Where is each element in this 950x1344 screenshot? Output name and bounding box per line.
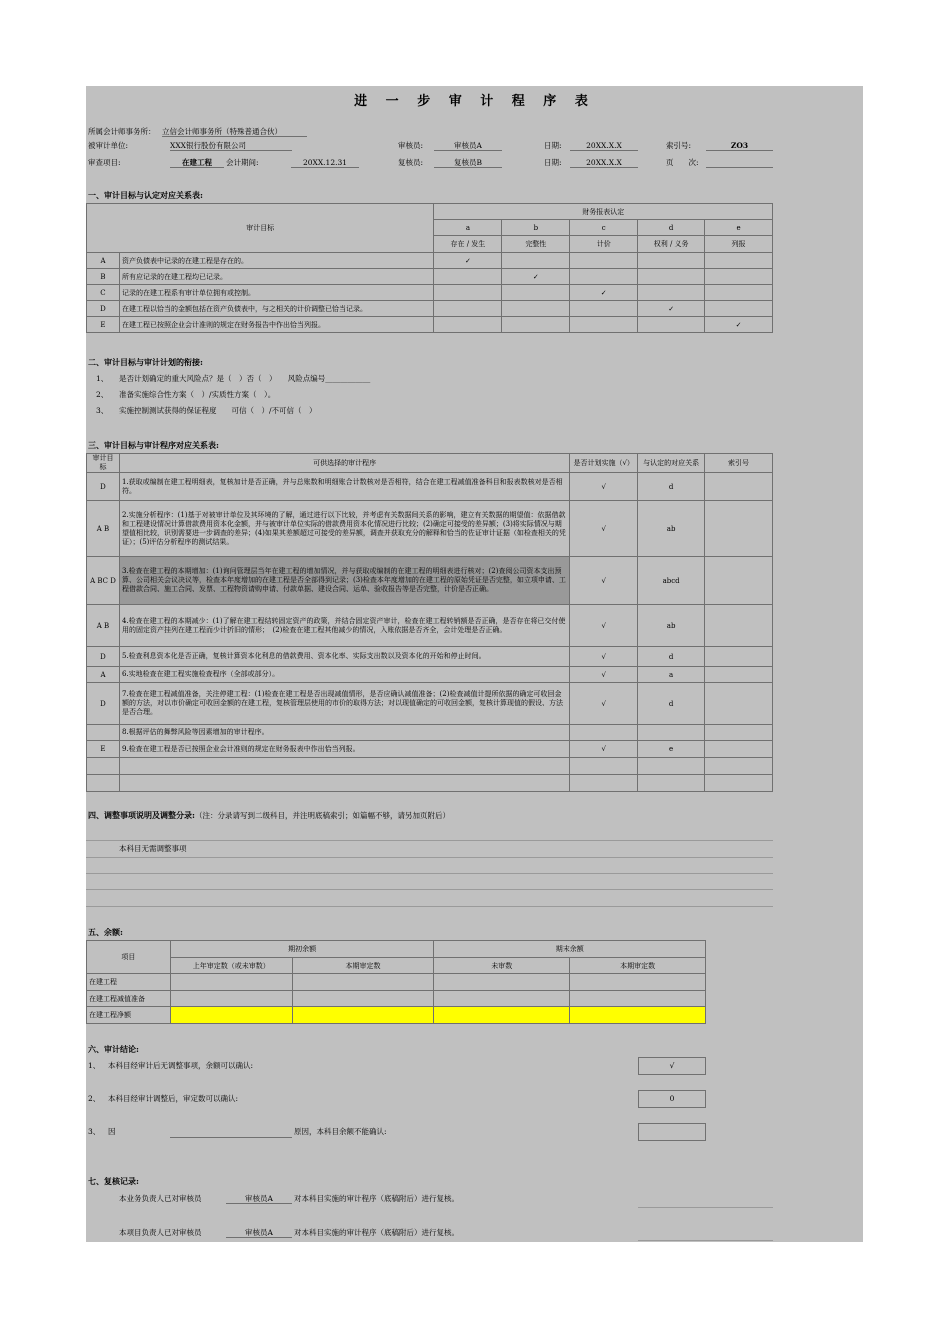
procedure-planned: √ — [570, 473, 638, 501]
date-label-1: 日期: — [544, 141, 562, 150]
section2-heading: 二、审计目标与审计计划的衔接: — [88, 357, 203, 367]
procedure-index — [705, 758, 773, 775]
empty-cell — [502, 285, 570, 301]
procedure-index — [705, 501, 773, 557]
procedure-row — [87, 741, 773, 758]
section5-heading: 五、余额: — [88, 927, 123, 937]
goal-text: 在建工程以恰当的金额包括在资产负债表中，与之相关的计价调整已恰当记录。 — [119, 301, 434, 317]
signature-line — [638, 1240, 773, 1241]
empty-cell — [434, 285, 502, 301]
empty-cell — [705, 269, 773, 285]
procedure-row — [87, 683, 773, 725]
page-value — [706, 158, 773, 168]
procedure-planned: √ — [570, 557, 638, 605]
page-title: 进 一 步 审 计 程 序 表 — [354, 94, 595, 109]
procedure-planned — [570, 775, 638, 792]
section7-heading: 七、复核记录: — [88, 1176, 139, 1186]
goal-text: 在建工程已按照企业会计准则的规定在财务报告中作出恰当列报。 — [119, 317, 434, 333]
procedure-index — [705, 683, 773, 725]
balance-row-label: 在建工程净额 — [87, 1007, 171, 1024]
balance-row-label: 在建工程减值准备 — [87, 991, 171, 1007]
procedure-text: 7.检查在建工程减值准备，关注停建工程：(1)检查在建工程是否出现减值情形，是否应确认减值准备；(2)检查减值计提所依据的确定可收回金额的方法，对以市价确定可收回金额的在建工程，复核管理层使用的市价的取得方法；对以现值确定的可收回金额，复核计算现值的假设、方法是否合理。 — [119, 683, 569, 725]
signature-line — [638, 1207, 773, 1208]
entity-value: XXX银行股份有限公司 — [170, 141, 292, 151]
date-label-2: 日期: — [544, 158, 562, 167]
empty-cell — [705, 301, 773, 317]
sub-header: 未审数 — [434, 958, 570, 974]
review-auditor-2: 审核员A — [226, 1228, 292, 1238]
empty-cell — [434, 301, 502, 317]
procedure-text: 4.检查在建工程的本期减少：(1)了解在建工程结转固定资产的政策，并结合固定资产审计，检查在建工程转销额是否正确，是否存在将已交付使用的固定资产挂列在建工程而少计折旧的情形； (2)检查在建工程其他减少的情况，入账依据是否齐全，会计处理是否正确。 — [119, 605, 569, 647]
balance-cell — [434, 1007, 570, 1024]
section4-title — [88, 810, 450, 820]
assert-letter: c — [570, 220, 638, 236]
procedure-row — [87, 725, 773, 741]
empty-cell — [434, 317, 502, 333]
procedure-goal: D — [87, 647, 120, 667]
goal-code: E — [87, 317, 120, 333]
adjust-line: 本科目无需调整事项 — [119, 844, 187, 853]
assert-name: 权利 / 义务 — [638, 236, 705, 253]
empty-cell — [434, 269, 502, 285]
assert-letter: b — [502, 220, 570, 236]
balance-cell — [170, 991, 292, 1007]
assert-letter: e — [705, 220, 773, 236]
col-opening: 期初余额 — [170, 941, 434, 958]
balance-cell — [292, 1007, 434, 1024]
goal-code: B — [87, 269, 120, 285]
firm-value: 立信会计师事务所（特殊普通合伙） — [162, 127, 307, 137]
assertion-row — [87, 253, 773, 269]
assertion-table — [86, 203, 773, 333]
procedure-goal — [87, 775, 120, 792]
sub-header: 上年审定数（或未审数） — [170, 958, 292, 974]
reason-blank — [170, 1127, 292, 1138]
procedure-planned — [570, 758, 638, 775]
item-value: 在建工程 — [170, 158, 224, 168]
s2-line: 准备实施综合性方案（ ）/实质性方案（ ）。 — [119, 390, 276, 399]
conclusion-line-3b: 原因，本科目余额不能确认: — [294, 1127, 387, 1136]
divider — [86, 889, 773, 890]
procedure-text: 6.实地检查在建工程实施检查程序（全部或部分）。 — [119, 667, 569, 683]
procedure-relation: ab — [638, 605, 705, 647]
empty-cell — [570, 253, 638, 269]
balance-cell — [170, 974, 292, 991]
procedure-goal: E — [87, 741, 120, 758]
conclusion-line-1: 本科目经审计后无调整事项，余额可以确认: — [108, 1061, 254, 1070]
col-goal: 审计目标 — [87, 454, 120, 473]
empty-cell — [502, 317, 570, 333]
procedure-text: 2.实施分析程序：(1)基于对被审计单位及其环境的了解，通过进行以下比较，并考虑有关数据间关系的影响，建立有关数据的期望值：依据借款和工程建设情况计算借款费用资本化金额，并与被审计单位实际的借款费用资本化情况进行比较；(2)确定可接受的差异额；(3)将实际情况与期望值相比较，识别需要进一步调查的差异；(4)如果其差额超过可接受的差异额，调查并获取充分的解释和恰当的佐证审计证据（如检查相关的凭证）；(5)评估分析程序的测试结果。 — [119, 501, 569, 557]
procedure-relation — [638, 725, 705, 741]
procedure-table — [86, 453, 773, 792]
col-goal: 审计目标 — [87, 204, 434, 253]
reviewer-value: 复核员B — [434, 158, 502, 168]
assertion-row — [87, 301, 773, 317]
date-value-1: 20XX.X.X — [570, 141, 638, 151]
procedure-goal — [87, 725, 120, 741]
procedure-row — [87, 775, 773, 792]
col-assertion: 财务报表认定 — [434, 204, 773, 220]
auditor-value: 审核员A — [434, 141, 502, 151]
s2-line: 是否计划确定的重大风险点？是（ ）否（ ） 风险点编号____________ — [119, 374, 371, 383]
balance-cell — [434, 974, 570, 991]
procedure-planned: √ — [570, 501, 638, 557]
procedure-planned: √ — [570, 683, 638, 725]
goal-text: 记录的在建工程系有审计单位拥有或控制。 — [119, 285, 434, 301]
procedure-text: 8.根据评估的舞弊风险等因素增加的审计程序。 — [119, 725, 569, 741]
empty-cell — [570, 301, 638, 317]
s2-num: 3、 — [96, 406, 109, 415]
col-index: 索引号 — [705, 454, 773, 473]
col-item: 项目 — [87, 941, 171, 974]
procedure-index — [705, 667, 773, 683]
procedure-goal: A — [87, 667, 120, 683]
assert-letter: a — [434, 220, 502, 236]
s2-num: 2、 — [96, 390, 109, 399]
divider — [86, 906, 773, 907]
page-label: 页 次: — [666, 158, 699, 167]
item-label: 审查项目: — [88, 158, 121, 167]
procedure-text — [119, 758, 569, 775]
s2-line: 实施控制测试获得的保证程度 可信（ ）/不可信（ ） — [119, 406, 317, 415]
balance-cell — [170, 1007, 292, 1024]
assert-name: 完整性 — [502, 236, 570, 253]
s6-num: 3、 — [88, 1127, 101, 1136]
procedure-relation: abcd — [638, 557, 705, 605]
divider — [86, 840, 773, 841]
assert-letter: d — [638, 220, 705, 236]
procedure-index — [705, 557, 773, 605]
s6-num: 1、 — [88, 1061, 101, 1070]
audit-worksheet — [86, 86, 863, 1242]
goal-text: 资产负债表中记录的在建工程是存在的。 — [119, 253, 434, 269]
firm-label: 所属会计师事务所： — [88, 127, 156, 136]
review-line-1b: 对本科目实施的审计程序（底稿附后）进行复核。 — [294, 1194, 459, 1203]
procedure-text — [119, 775, 569, 792]
procedure-relation — [638, 758, 705, 775]
empty-cell — [638, 269, 705, 285]
empty-cell — [705, 253, 773, 269]
date-value-2: 20XX.X.X — [570, 158, 638, 168]
section6-heading: 六、审计结论: — [88, 1044, 139, 1054]
procedure-row — [87, 667, 773, 683]
review-line-2b: 对本科目实施的审计程序（底稿附后）进行复核。 — [294, 1228, 459, 1237]
assertion-row — [87, 317, 773, 333]
procedure-planned — [570, 725, 638, 741]
section4-heading: 四、调整事项说明及调整分录: — [88, 810, 195, 820]
procedure-planned: √ — [570, 647, 638, 667]
goal-code: C — [87, 285, 120, 301]
procedure-planned: √ — [570, 741, 638, 758]
goal-code: D — [87, 301, 120, 317]
assertion-row — [87, 285, 773, 301]
goal-code: A — [87, 253, 120, 269]
empty-cell — [570, 317, 638, 333]
balance-cell — [292, 974, 434, 991]
col-planned: 是否计划实施（√） — [570, 454, 638, 473]
col-procedure: 可供选择的审计程序 — [119, 454, 569, 473]
section4-note: （注：分录请写到二级科目，并注明底稿索引；如篇幅不够，请另加页附后） — [194, 811, 450, 820]
section3-heading: 三、审计目标与审计程序对应关系表: — [88, 440, 219, 450]
goal-text: 所有应记录的在建工程均已记录。 — [119, 269, 434, 285]
s2-num: 1、 — [96, 374, 109, 383]
divider — [86, 873, 773, 874]
col-closing: 期末余额 — [434, 941, 706, 958]
empty-cell — [638, 285, 705, 301]
empty-cell — [638, 317, 705, 333]
procedure-relation: d — [638, 473, 705, 501]
balance-cell — [292, 991, 434, 1007]
check-mark: ✓ — [570, 285, 638, 301]
procedure-relation: e — [638, 741, 705, 758]
sub-header: 本期审定数 — [570, 958, 706, 974]
procedure-row — [87, 758, 773, 775]
review-line-1a: 本业务负责人已对审核员 — [119, 1194, 202, 1203]
review-line-2a: 本项目负责人已对审核员 — [119, 1228, 202, 1237]
conclusion-box-1: √ — [638, 1057, 706, 1075]
procedure-relation — [638, 775, 705, 792]
procedure-index — [705, 741, 773, 758]
procedure-text: 1.获取或编制在建工程明细表，复核加计是否正确，并与总账数和明细账合计数核对是否相符，结合在建工程减值准备科目和报表数核对是否相符。 — [119, 473, 569, 501]
procedure-index — [705, 725, 773, 741]
section1-heading: 一、审计目标与认定对应关系表: — [88, 190, 203, 200]
empty-cell — [502, 253, 570, 269]
procedure-row — [87, 647, 773, 667]
procedure-text: 5.检查利息资本化是否正确，复核计算资本化利息的借款费用、资本化率、实际支出数以及资本化的开始和停止时间。 — [119, 647, 569, 667]
empty-cell — [502, 301, 570, 317]
empty-cell — [638, 253, 705, 269]
check-mark: ✓ — [705, 317, 773, 333]
empty-cell — [570, 269, 638, 285]
procedure-index — [705, 605, 773, 647]
procedure-goal: D — [87, 473, 120, 501]
reviewer-label: 复核员: — [398, 158, 424, 167]
entity-label: 被审计单位: — [88, 141, 129, 150]
period-label: 会计期间: — [226, 158, 259, 167]
col-relation: 与认定的对应关系 — [638, 454, 705, 473]
procedure-relation: d — [638, 683, 705, 725]
balance-row-label: 在建工程 — [87, 974, 171, 991]
procedure-index — [705, 775, 773, 792]
procedure-planned: √ — [570, 605, 638, 647]
balance-cell — [570, 991, 706, 1007]
procedure-index — [705, 647, 773, 667]
procedure-row — [87, 605, 773, 647]
procedure-goal — [87, 758, 120, 775]
balance-cell — [570, 1007, 706, 1024]
procedure-text: 3.检查在建工程的本期增加：(1)询问管理层当年在建工程的增加情况，并与获取或编制的在建工程的明细表进行核对；(2)查阅公司资本支出预算、公司相关会议决议等，检查本年度增加的在建工程是否全部得到记录；(3)检查本年度增加的在建工程的原始凭证是否完整，如立项申请、工程借款合同、施工合同、发票、工程物资请购申请、付款单据、建设合同、运单、验收报告等是否完整，计价是否正确。 — [119, 557, 569, 605]
balance-cell — [434, 991, 570, 1007]
procedure-goal: A BC D — [87, 557, 120, 605]
procedure-goal: A B — [87, 501, 120, 557]
procedure-goal: D — [87, 683, 120, 725]
procedure-row — [87, 557, 773, 605]
period-value: 20XX.12.31 — [291, 158, 359, 168]
assertion-row — [87, 269, 773, 285]
index-label: 索引号: — [666, 141, 692, 150]
assert-name: 存在 / 发生 — [434, 236, 502, 253]
s6-num: 2、 — [88, 1094, 101, 1103]
auditor-label: 审核员: — [398, 141, 424, 150]
empty-cell — [705, 285, 773, 301]
procedure-relation: d — [638, 647, 705, 667]
divider — [86, 857, 773, 858]
index-value: ZO3 — [706, 141, 773, 151]
procedure-relation: a — [638, 667, 705, 683]
procedure-goal: A B — [87, 605, 120, 647]
procedure-row — [87, 473, 773, 501]
procedure-row — [87, 501, 773, 557]
conclusion-box-2: 0 — [638, 1090, 706, 1108]
check-mark: ✓ — [502, 269, 570, 285]
balance-table — [86, 940, 706, 1024]
conclusion-line-3a: 因 — [108, 1127, 116, 1136]
procedure-text: 9.检查在建工程是否已按照企业会计准则的规定在财务报表中作出恰当列报。 — [119, 741, 569, 758]
assert-name: 计价 — [570, 236, 638, 253]
sub-header: 本期审定数 — [292, 958, 434, 974]
procedure-planned: √ — [570, 667, 638, 683]
review-auditor-1: 审核员A — [226, 1194, 292, 1204]
check-mark: ✓ — [434, 253, 502, 269]
procedure-relation: ab — [638, 501, 705, 557]
assert-name: 列报 — [705, 236, 773, 253]
procedure-index — [705, 473, 773, 501]
check-mark: ✓ — [638, 301, 705, 317]
conclusion-box-3 — [638, 1123, 706, 1141]
conclusion-line-2: 本科目经审计调整后，审定数可以确认: — [108, 1094, 239, 1103]
balance-cell — [570, 974, 706, 991]
